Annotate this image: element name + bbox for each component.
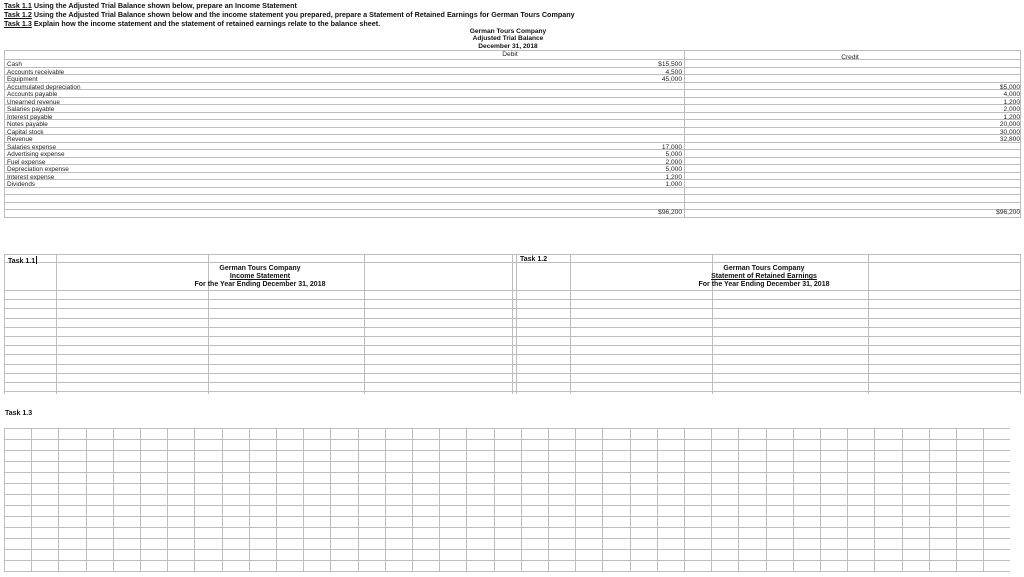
task-1-1-period: For the Year Ending December 31, 2018 bbox=[194, 281, 326, 288]
tb-credit-value: 1,200 bbox=[1003, 98, 1020, 106]
tb-account-name: Equipment bbox=[7, 76, 38, 83]
grid-col-line bbox=[494, 428, 495, 571]
grid-col-line bbox=[222, 428, 223, 571]
grid-row-line bbox=[4, 538, 1010, 539]
grid-col-line bbox=[575, 428, 576, 571]
grid-row-line bbox=[4, 483, 1010, 484]
grid-col-line bbox=[194, 428, 195, 571]
grid-col-line bbox=[874, 428, 875, 571]
tb-account-name: Accounts receivable bbox=[7, 68, 65, 76]
grid-col-line bbox=[902, 428, 903, 571]
grid-row-line bbox=[4, 439, 1010, 440]
task-1-1-label[interactable]: Task 1.1 bbox=[8, 258, 36, 265]
instruction-task-1-2: Task 1.2 Using the Adjusted Trial Balance shown below and the income statement you prepared, prepare a Statement of Retained Earnings for German Tours Company bbox=[4, 10, 575, 19]
grid-col-line bbox=[630, 428, 631, 571]
grid-col-line bbox=[766, 428, 767, 571]
tb-credit-value: 32,800 bbox=[999, 136, 1020, 143]
tb-account-name: Unearned revenue bbox=[7, 98, 60, 106]
grid-col-line bbox=[602, 428, 603, 571]
tb-debit-value: $15,500 bbox=[658, 61, 682, 68]
tb-debit-value: 45,000 bbox=[661, 76, 682, 83]
tb-account-name: Interest expense bbox=[7, 173, 55, 181]
task-1-2-title: Statement of Retained Earnings bbox=[711, 273, 817, 280]
grid-col-line bbox=[516, 254, 517, 394]
grid-col-line bbox=[868, 254, 869, 394]
grid-col-line bbox=[330, 428, 331, 571]
grid-col-line bbox=[276, 428, 277, 571]
tb-account-name: Salaries payable bbox=[7, 106, 55, 113]
grid-col-line bbox=[738, 428, 739, 571]
task-1-2-period: For the Year Ending December 31, 2018 bbox=[698, 281, 830, 288]
grid-col-line bbox=[4, 428, 5, 571]
grid-col-line bbox=[4, 254, 5, 394]
grid-col-line bbox=[167, 428, 168, 571]
grid-col-line bbox=[1020, 254, 1021, 394]
tb-account-name: Salaries expense bbox=[7, 143, 57, 151]
grid-col-line bbox=[56, 254, 57, 394]
grid-col-line bbox=[58, 428, 59, 571]
grid-row-line bbox=[4, 505, 1010, 506]
tb-debit-value: 5,000 bbox=[665, 151, 682, 158]
grid-row-line bbox=[4, 472, 1010, 473]
grid-col-line bbox=[140, 428, 141, 571]
grid-col-line bbox=[113, 428, 114, 571]
grid-col-line bbox=[439, 428, 440, 571]
grid-col-line bbox=[358, 428, 359, 571]
grid-col-line bbox=[521, 428, 522, 571]
grid-col-line bbox=[86, 428, 87, 571]
tb-credit-value: 30,000 bbox=[999, 128, 1020, 136]
task-1-2-label: Task 1.2 bbox=[520, 256, 548, 263]
tb-account-name: Dividends bbox=[7, 181, 36, 188]
grid-row-line bbox=[4, 494, 1010, 495]
task-1-1-title: Income Statement bbox=[229, 273, 291, 280]
grid-row-line bbox=[4, 549, 1010, 550]
tb-title: Adjusted Trial Balance bbox=[472, 35, 544, 42]
grid-col-line bbox=[31, 428, 32, 571]
tb-account-name: Advertising expense bbox=[7, 151, 65, 158]
grid-row-line bbox=[4, 428, 1010, 429]
tb-debit-value: 1,200 bbox=[665, 173, 682, 181]
grid-row-line bbox=[4, 560, 1010, 561]
grid-col-line bbox=[684, 428, 685, 571]
instruction-task-1-1: Task 1.1 Using the Adjusted Trial Balance shown below, prepare an Income Statement bbox=[4, 1, 297, 10]
grid-row-line bbox=[4, 516, 1010, 517]
grid-row-line bbox=[4, 527, 1010, 528]
tb-debit-value: 4,500 bbox=[665, 68, 682, 76]
tb-account-name: Accumulated depreciation bbox=[7, 83, 81, 91]
tb-credit-header: Credit bbox=[841, 54, 859, 61]
tb-debit-value: 17,000 bbox=[661, 143, 682, 151]
grid-col-line bbox=[385, 428, 386, 571]
tb-account-name: Interest payable bbox=[7, 113, 53, 121]
grid-col-line bbox=[847, 428, 848, 571]
grid-col-line bbox=[657, 428, 658, 571]
tb-total-credit: $96,200 bbox=[996, 209, 1020, 216]
tb-debit-value: 2,000 bbox=[665, 158, 682, 166]
grid-col-line bbox=[412, 428, 413, 571]
tb-account-name: Cash bbox=[7, 61, 22, 68]
grid-row-line bbox=[4, 461, 1010, 462]
tb-date: December 31, 2018 bbox=[478, 43, 538, 50]
tb-account-name: Fuel expense bbox=[7, 158, 46, 166]
text-cursor bbox=[36, 256, 37, 264]
grid-col-line bbox=[711, 428, 712, 571]
grid-col-line bbox=[303, 428, 304, 571]
tb-account-name: Capital stock bbox=[7, 128, 44, 136]
tb-credit-value: 2,000 bbox=[1003, 106, 1020, 113]
tb-debit-value: 1,000 bbox=[665, 181, 682, 188]
tb-account-name: Accounts payable bbox=[7, 91, 58, 98]
grid-col-line bbox=[249, 428, 250, 571]
tb-credit-value: $5,000 bbox=[999, 83, 1020, 91]
tb-credit-value: 20,000 bbox=[999, 121, 1020, 128]
grid-col-line bbox=[548, 428, 549, 571]
grid-col-line bbox=[512, 254, 513, 394]
grid-col-line bbox=[570, 254, 571, 394]
tb-debit-value: 5,000 bbox=[665, 166, 682, 173]
grid-col-line bbox=[466, 428, 467, 571]
tb-debit-header: Debit bbox=[502, 51, 518, 58]
tb-credit-value: 4,000 bbox=[1003, 91, 1020, 98]
tb-total-debit: $96,200 bbox=[658, 209, 682, 216]
grid-col-line bbox=[929, 428, 930, 571]
task-1-2-company: German Tours Company bbox=[723, 265, 805, 272]
tb-company: German Tours Company bbox=[469, 28, 547, 35]
tb-credit-value: 1,200 bbox=[1003, 113, 1020, 121]
grid-col-line bbox=[793, 428, 794, 571]
grid-col-line bbox=[364, 254, 365, 394]
tb-account-name: Revenue bbox=[7, 136, 33, 143]
grid-row-line bbox=[4, 450, 1010, 451]
grid-col-line bbox=[956, 428, 957, 571]
tb-account-name: Depreciation expense bbox=[7, 166, 69, 173]
grid-col-line bbox=[820, 428, 821, 571]
grid-row-line bbox=[4, 571, 1010, 572]
task-1-3-label: Task 1.3 bbox=[5, 410, 33, 417]
task-1-1-company: German Tours Company bbox=[219, 265, 301, 272]
grid-col-line bbox=[983, 428, 984, 571]
tb-account-name: Notes payable bbox=[7, 121, 48, 128]
instruction-task-1-3: Task 1.3 Explain how the income statement and the statement of retained earnings relate to the balance sheet. bbox=[4, 19, 381, 28]
